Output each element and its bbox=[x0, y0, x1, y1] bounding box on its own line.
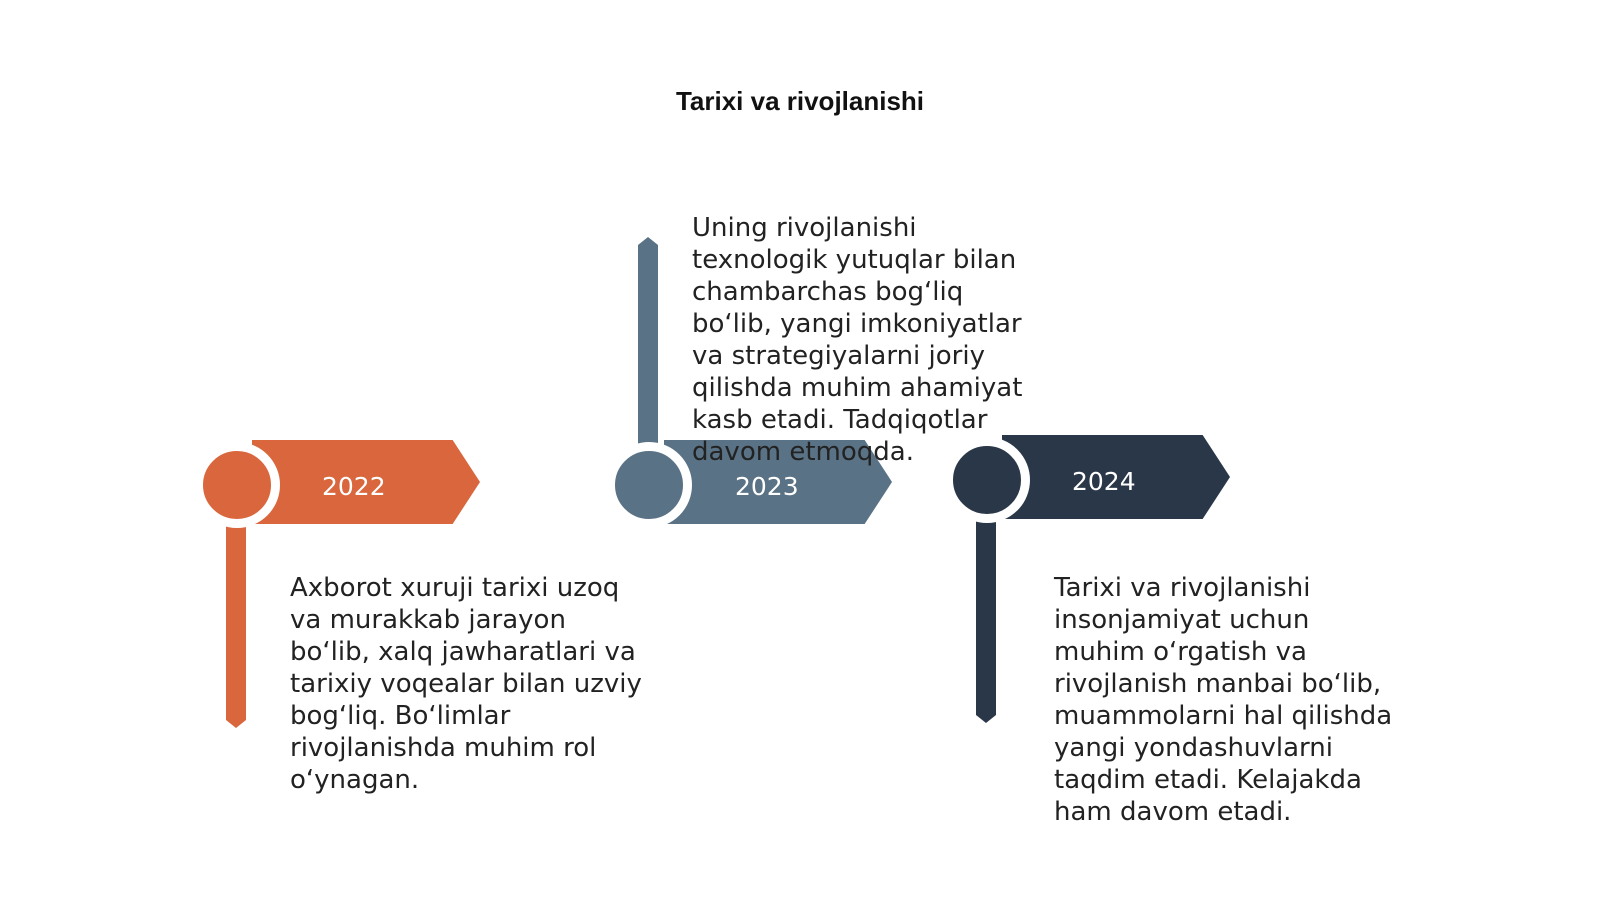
timeline-stem-2022 bbox=[226, 520, 246, 720]
milestone-dot-2023 bbox=[606, 442, 692, 528]
milestone-text-2022: Axborot xuruji tarixi uzoq va murakkab jarayon bo‘lib, xalq jawharatlari va tarixiy voqealar bilan uzviy bog‘liq. Bo‘limlar rivojlanishda muhim rol o‘ynagan. bbox=[290, 573, 642, 795]
milestone-text-2024: Tarixi va rivojlanishi insonjamiyat uchun muhim o‘rgatish va rivojlanish manbai bo‘lib, muammolarni hal qilishda yangi yondashuvlarni taqdim etadi. Kelajakda ham davom etadi. bbox=[1054, 573, 1393, 827]
timeline-stem-2024 bbox=[976, 515, 996, 715]
milestone-text-2023: Uning rivojlanishi texnologik yutuqlar bilan chambarchas bog‘liq bo‘lib, yangi imkoniyatlar va strategiyalarni joriy qilishda muhim ahamiyat kasb etadi. Tadqiqotlar davom etmoqda. bbox=[692, 213, 1023, 467]
year-label-2023: 2023 bbox=[735, 472, 799, 501]
year-label-2022: 2022 bbox=[322, 472, 386, 501]
milestone-dot-2022 bbox=[194, 442, 280, 528]
milestone-dot-2024 bbox=[944, 437, 1030, 523]
year-label-2024: 2024 bbox=[1072, 467, 1136, 496]
timeline-stem-2023 bbox=[638, 245, 658, 450]
page-title: Tarixi va rivojlanishi bbox=[675, 86, 925, 116]
